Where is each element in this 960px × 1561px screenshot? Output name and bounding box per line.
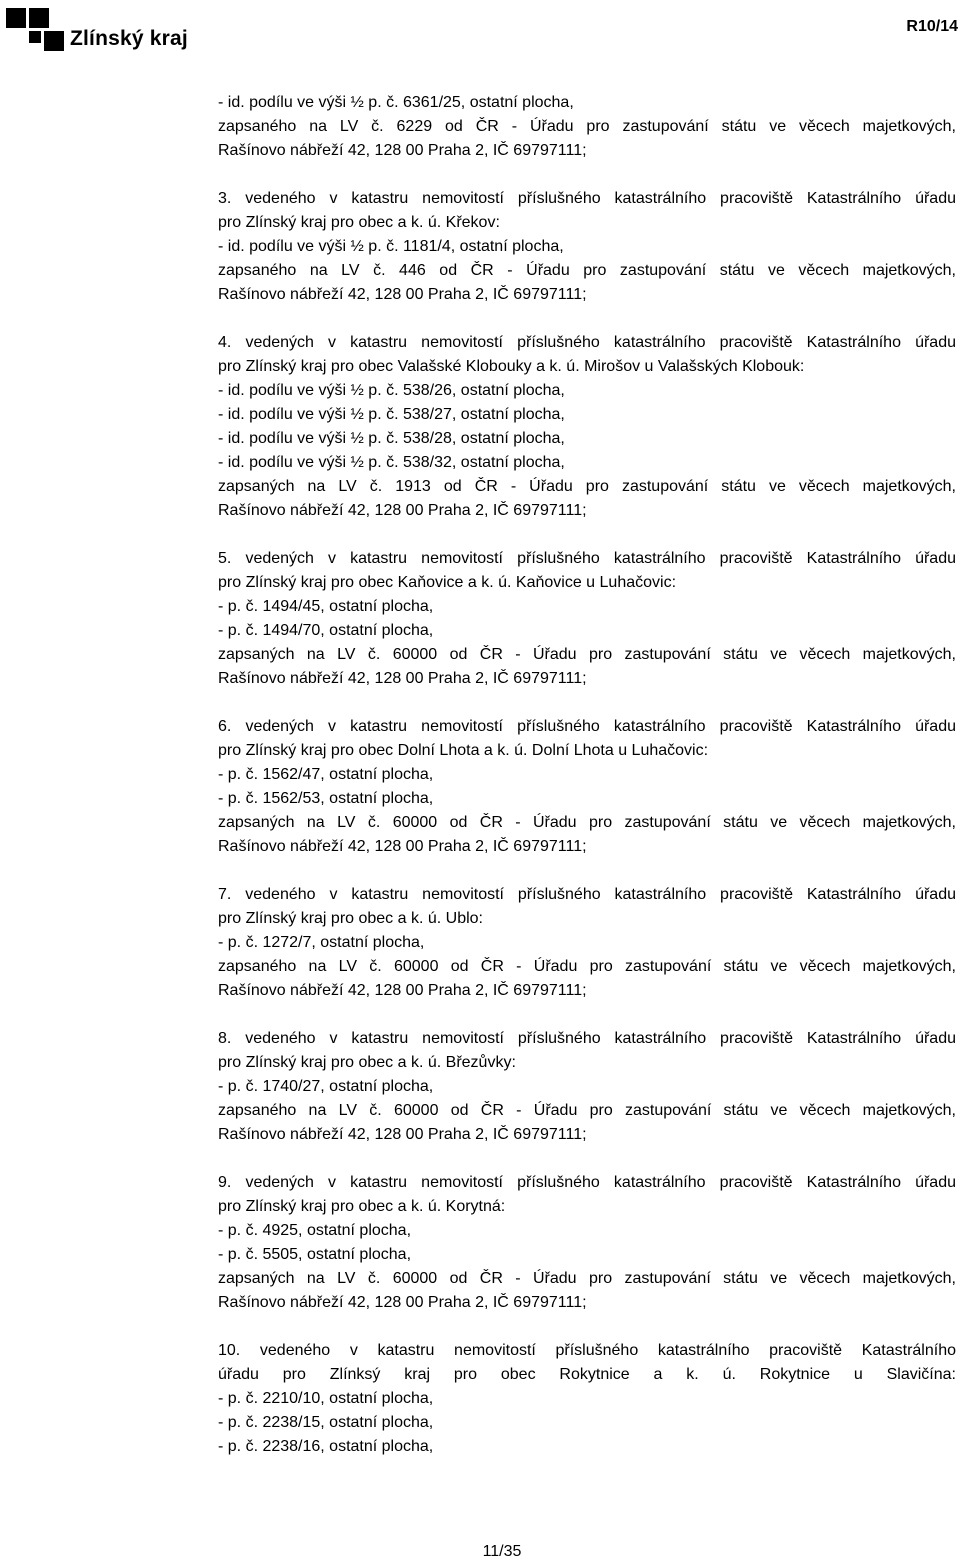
text-line: - p. č. 4925, ostatní plocha,	[218, 1222, 412, 1239]
text-line: zapsaných na LV č. 60000 od ČR - Úřadu pro zastupování státu ve věcech majetkových,	[218, 1270, 956, 1287]
text-line: 3. vedeného v katastru nemovitostí příslušného katastrálního pracoviště Katastrálního úřadu	[218, 190, 956, 207]
text-line: 7. vedeného v katastru nemovitostí příslušného katastrálního pracoviště Katastrálního úřadu	[218, 886, 956, 903]
text-line: zapsaného na LV č. 60000 od ČR - Úřadu pro zastupování státu ve věcech majetkových,	[218, 958, 956, 975]
text-line: pro Zlínský kraj pro obec Valašské Klobouky a k. ú. Mirošov u Valašských Klobouk:	[218, 358, 805, 375]
text-line: zapsaného na LV č. 60000 od ČR - Úřadu pro zastupování státu ve věcech majetkových,	[218, 1102, 956, 1119]
text-line: 8. vedeného v katastru nemovitostí příslušného katastrálního pracoviště Katastrálního úřadu	[218, 1030, 956, 1047]
text-line: - p. č. 2210/10, ostatní plocha,	[218, 1390, 434, 1407]
text-line: - id. podílu ve výši ½ p. č. 538/27, ostatní plocha,	[218, 406, 565, 423]
zlinsky-kraj-logo	[6, 8, 186, 54]
text-line: pro Zlínský kraj pro obec Kaňovice a k. ú. Kaňovice u Luhačovic:	[218, 574, 677, 591]
paragraph	[218, 1027, 956, 1147]
text-line: Rašínovo nábřeží 42, 128 00 Praha 2, IČ 69797111;	[218, 502, 587, 519]
text-line: - id. podílu ve výši ½ p. č. 538/28, ostatní plocha,	[218, 430, 565, 447]
page-footer	[0, 1543, 960, 1561]
paragraph	[218, 1339, 956, 1459]
text-line: Rašínovo nábřeží 42, 128 00 Praha 2, IČ 69797111;	[218, 838, 587, 855]
text-line: 9. vedených v katastru nemovitostí příslušného katastrálního pracoviště Katastrálního úřadu	[218, 1174, 956, 1191]
logo-square-icon	[29, 31, 41, 43]
text-line: - id. podílu ve výši ½ p. č. 1181/4, ostatní plocha,	[218, 238, 564, 255]
text-line: pro Zlínský kraj pro obec a k. ú. Křekov:	[218, 214, 500, 231]
paragraph	[218, 883, 956, 1003]
text-line: pro Zlínský kraj pro obec a k. ú. Březůvky:	[218, 1054, 516, 1071]
text-line: pro Zlínský kraj pro obec Dolní Lhota a k. ú. Dolní Lhota u Luhačovic:	[218, 742, 709, 759]
paragraph	[218, 715, 956, 859]
text-line: - id. podílu ve výši ½ p. č. 6361/25, ostatní plocha,	[218, 94, 574, 111]
text-line: - p. č. 2238/16, ostatní plocha,	[218, 1438, 434, 1455]
text-line: - id. podílu ve výši ½ p. č. 538/26, ostatní plocha,	[218, 382, 565, 399]
text-line: zapsaných na LV č. 60000 od ČR - Úřadu pro zastupování státu ve věcech majetkových,	[218, 646, 956, 663]
paragraph	[218, 91, 956, 163]
logo-square-icon	[29, 8, 49, 28]
paragraph	[218, 547, 956, 691]
text-line: pro Zlínský kraj pro obec a k. ú. Ublo:	[218, 910, 483, 927]
text-line: zapsaných na LV č. 60000 od ČR - Úřadu pro zastupování státu ve věcech majetkových,	[218, 814, 956, 831]
logo-text: Zlínský kraj	[70, 27, 188, 50]
text-line: Rašínovo nábřeží 42, 128 00 Praha 2, IČ 69797111;	[218, 142, 587, 159]
text-line: 4. vedených v katastru nemovitostí příslušného katastrálního pracoviště Katastrálního úřadu	[218, 334, 956, 351]
text-line: - p. č. 1562/47, ostatní plocha,	[218, 766, 434, 783]
paragraph	[218, 331, 956, 523]
text-line: Rašínovo nábřeží 42, 128 00 Praha 2, IČ 69797111;	[218, 286, 587, 303]
paragraph	[218, 1171, 956, 1315]
text-line: úřadu pro Zlínksý kraj pro obec Rokytnice a k. ú. Rokytnice u Slavičína:	[218, 1366, 956, 1383]
logo-square-icon	[44, 31, 64, 51]
text-line: - p. č. 1494/45, ostatní plocha,	[218, 598, 434, 615]
text-line: - p. č. 1272/7, ostatní plocha,	[218, 934, 425, 951]
text-line: - p. č. 1740/27, ostatní plocha,	[218, 1078, 434, 1095]
text-line: - p. č. 2238/15, ostatní plocha,	[218, 1414, 434, 1431]
logo-square-icon	[6, 8, 26, 28]
text-line: pro Zlínský kraj pro obec a k. ú. Korytná:	[218, 1198, 506, 1215]
text-line: - p. č. 5505, ostatní plocha,	[218, 1246, 412, 1263]
text-line: - p. č. 1562/53, ostatní plocha,	[218, 790, 434, 807]
text-line: Rašínovo nábřeží 42, 128 00 Praha 2, IČ 69797111;	[218, 1126, 587, 1143]
text-line: 5. vedených v katastru nemovitostí příslušného katastrálního pracoviště Katastrálního úřadu	[218, 550, 956, 567]
text-line: zapsaných na LV č. 1913 od ČR - Úřadu pro zastupování státu ve věcech majetkových,	[218, 478, 956, 495]
text-line: 6. vedených v katastru nemovitostí příslušného katastrálního pracoviště Katastrálního úřadu	[218, 718, 956, 735]
page-number: 11/35	[482, 1543, 522, 1560]
text-line: zapsaného na LV č. 446 od ČR - Úřadu pro zastupování státu ve věcech majetkových,	[218, 262, 956, 279]
text-line: Rašínovo nábřeží 42, 128 00 Praha 2, IČ 69797111;	[218, 670, 587, 687]
text-line: - p. č. 1494/70, ostatní plocha,	[218, 622, 434, 639]
text-line: zapsaného na LV č. 6229 od ČR - Úřadu pro zastupování státu ve věcech majetkových,	[218, 118, 956, 135]
document-body	[218, 91, 956, 1459]
text-line: Rašínovo nábřeží 42, 128 00 Praha 2, IČ 69797111;	[218, 1294, 587, 1311]
paragraph	[218, 187, 956, 307]
document-code: R10/14	[906, 18, 958, 35]
text-line: 10. vedeného v katastru nemovitostí příslušného katastrálního pracoviště Katastrálního	[218, 1342, 956, 1359]
text-line: - id. podílu ve výši ½ p. č. 538/32, ostatní plocha,	[218, 454, 565, 471]
text-line: Rašínovo nábřeží 42, 128 00 Praha 2, IČ 69797111;	[218, 982, 587, 999]
